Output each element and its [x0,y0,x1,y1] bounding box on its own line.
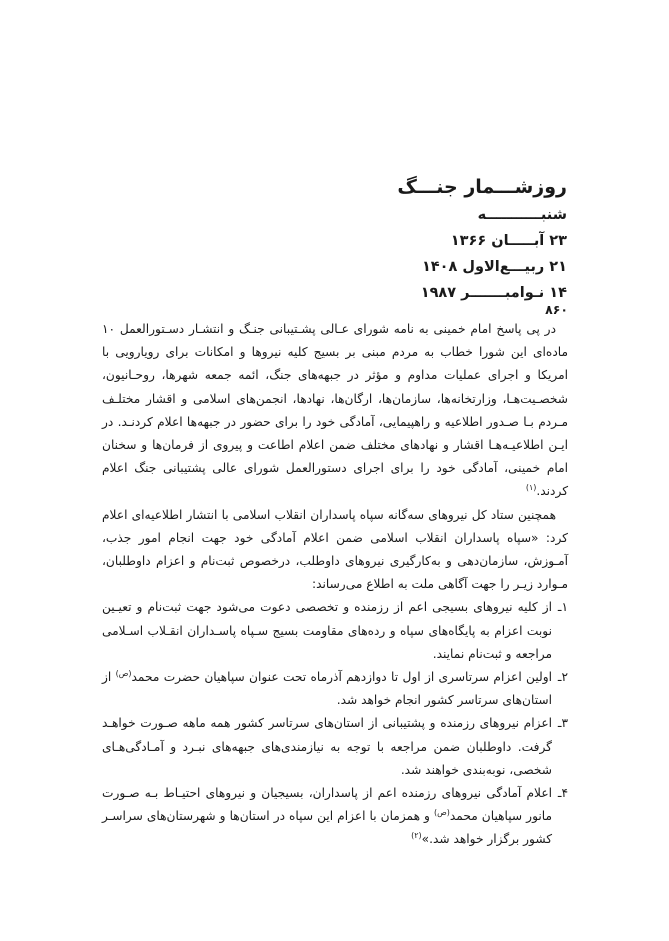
footnote-ref-2: (۲) [411,831,422,841]
list-item [102,712,568,782]
list-item-number: ۴ـ [557,786,568,801]
chronicle-header [367,172,567,306]
entry-body [102,318,568,852]
list-item-text: اولین اعزام سرتاسری از اول تا دوازدهم آذرماه تحت عنوان سپاهیان حضرت محمد [131,670,552,685]
list-item-number: ۱ـ [557,600,568,615]
paragraph-1 [102,318,568,504]
entry-number: ۸۶۰ [545,302,568,317]
announcement-list [102,596,568,851]
honorific-superscript: (ص) [433,808,450,818]
list-item [102,782,568,852]
list-item-text-cont: از استان‌های سرتاسر کشور انجام خواهد شد. [102,670,552,708]
lunar-date: ۲۱ ربیـــع‌الاول ۱۴۰۸ [421,259,567,275]
list-item [102,666,568,712]
chronicle-title: روزشـــمار جنـــگ [397,176,567,198]
list-item-text-cont: و همزمان با اعزام این سپاه در استان‌ها و شهرستان‌های سراسـر کشور برگزار خواهد شد.» [102,809,552,847]
footnote-ref-1: (۱) [525,483,537,493]
solar-date: ۲۳ آبـــــان ۱۳۶۶ [450,233,567,249]
list-item-text: اعزام نیروهای رزمنده و پشتیبانی از استان‌های سرتاسر کشور همه ماهه صـورت خواهـد گرفت. داوطلبان ضمن مراجعه با توجه به نیازمندی‌های جبهه‌های نبـرد و آمـادگی‌هـای شخصی، نوبه‌بندی خواهند شد. [102,716,552,777]
paragraph-1-text: در پی پاسخ امام خمینی به نامه شورای عـالی پشـتیبانی جنـگ و انتشـار دسـتورالعمل ۱۰ ماده‌ای این شورا خطاب به مردم مبنی بر بسیج کلیه نیروها و امکانات برای رویارویی با امریکا و اجرای عملیات مداوم و مؤثر در جبهه‌های جنگ، ائمه جمعه شهرها، روحـانیون، شخصـیت‌هـا، وزارتخانه‌ها، سازمان‌ها، ارگان‌ها، نهادها، انجمن‌های اسلامی و اقشار مختلـف مـردم بـا صـدور اطلاعیه و راهپیمایی، آمادگی خود را برای حضور در جبهه‌ها اعلام کردنـد. در ایـن اطلاعیـه‌هـا اقشار و نهادهای مختلف ضمن اعلام اطاعت و پیروی از فرمان‌ها و سخنان امام خمینی، آمادگی خود را برای اجرای دستورالعمل شورای عالی پشتیبانی جنگ اعلام کردند. [102,322,568,499]
gregorian-date: ۱۴ نـوامبـــــــر ۱۹۸۷ [420,285,567,301]
list-item-number: ۳ـ [557,716,568,731]
weekday: شنبـــــــــــه [477,207,567,223]
list-item-number: ۲ـ [557,670,568,685]
list-item [102,596,568,666]
list-item-text: اعلام آمادگی نیروهای رزمنده اعم از پاسداران، بسیجیان و نیروهای احتیـاط بـه صـورت مانور سپاهیان محمد [102,786,552,824]
honorific-superscript: (ص) [115,668,132,678]
paragraph-2: همچنین ستاد کل نیروهای سه‌گانه سپاه پاسداران انقلاب اسلامی با انتشار اطلاعیه‌ای اعلام کرد: «سپاه پاسداران انقلاب اسلامی ضمن اعلام آمادگی خود جهت انجام امور جذب، آمـوزش، سازمان‌دهی و به‌کارگیری نیروهای داوطلب، درخصوص ثبت‌نام و اعزام داوطلبان، مـوارد زیـر را جهت آگاهی ملت به اطلاع می‌رساند: [102,507,568,592]
list-item-text: از کلیه نیروهای بسیجی اعم از رزمنده و تخصصی دعوت می‌شود جهت ثبت‌نام و تعیـین نوبت اعزام به پایگاه‌های سپاه و رده‌های مقاومت بسیج سـپاه پاسـداران انقـلاب اسـلامی مراجعه و ثبت‌نام نمایند. [102,600,552,661]
